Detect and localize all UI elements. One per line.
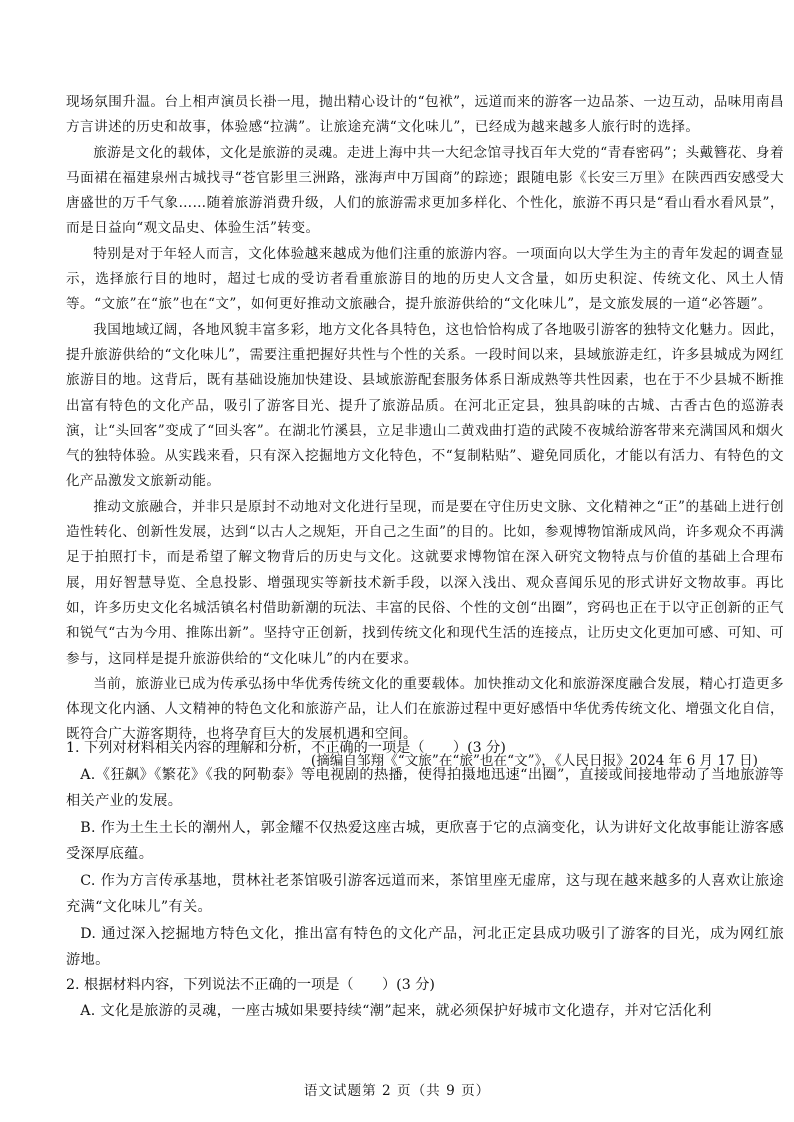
option-a: A.《狂飙》《繁花》《我的阿勒泰》等电视剧的热播，使得拍摄地迅速“出圈”，直接或间接地带动了当地旅游等相关产业的发展。 xyxy=(66,766,784,809)
option-b: B. 作为土生土长的潮州人，郭金耀不仅热爱这座古城，更欣喜于它的点滴变化，认为讲好文化故事能让游客感受深厚底蕴。 xyxy=(66,819,784,862)
passage-paragraph: 推动文旅融合，并非只是原封不动地对文化进行呈现，而是要在守住历史文脉、文化精神之“正”的基础上进行创造性转化、创新性发展，达到“以古人之规矩，开自己之生面”的目的。比如，参观博物馆渐成风尚，许多观众不再满足于拍照打卡，而是希望了解文物背后的历史与文化。这就要求博物馆在深入研究文物特点与价值的基础上合理布展，用好智慧导览、全息投影、增强现实等新技术新手段，以深入浅出、观众喜闻乐见的形式讲好文物故事。再比如，许多历史文化名城活镇名村借助新潮的玩法、丰富的民俗、个性的文创“出圈”，窍码也正在于以守正创新的正气和锐气“古为今用、推陈出新”。坚持守正创新，找到传统文化和现代生活的连接点，让历史文化更加可感、可知、可参与，这同样是提升旅游供给的“文化味儿”的内在要求。 xyxy=(66,498,784,667)
question-stem: 1. 下列对材料相关内容的理解和分析，不正确的一项是（ ）(3 分) xyxy=(66,740,506,756)
passage-paragraph: 旅游是文化的载体，文化是旅游的灵魂。走进上海中共一大纪念馆寻找百年大党的“青春密码”；头戴簪花、身着马面裙在福建泉州古城找寻“苍官影里三洲路，涨海声中万国商”的踪迹；跟随电影《长安三万里》在陕西西安感受大唐盛世的万千气象……随着旅游消费升级，人们的旅游需求更加多样化、个性化，旅游不再只是“看山看水看风景”，而是日益向“观文品史、体验生活”转变。 xyxy=(66,144,784,237)
option-c: C. 作为方言传承基地，贯林社老茶馆吸引游客远道而来，茶馆里座无虚席，这与现在越来越多的人喜欢让旅途充满“文化味儿”有关。 xyxy=(66,872,784,915)
option-d: D. 通过深入挖掘地方特色文化，推出富有特色的文化产品，河北正定县成功吸引了游客的目光，成为网红旅游地。 xyxy=(66,925,784,968)
question-1 xyxy=(66,736,784,973)
question-section xyxy=(66,736,784,1024)
passage-paragraph: 我国地域辽阔，各地风貌丰富多彩，地方文化各具特色，这也恰恰构成了各地吸引游客的独特文化魅力。因此，提升旅游供给的“文化味儿”，需要注重把握好共性与个性的关系。一段时间以来，县域旅游走红，许多县城成为网红旅游目的地。这背后，既有基础设施加快建设、县域旅游配套服务体系日渐成熟等共性因素，也在于不少县城不断推出富有特色的文化产品，吸引了游客目光、提升了旅游品质。在河北正定县，独具韵味的古城、古香古色的巡游表演，让“头回客”变成了“回头客”。在湖北竹溪县，立足非遗山二黄戏曲打造的武陵不夜城给游客带来充满国风和烟火气的独特体验。从实践来看，只有深入挖掘地方文化特色，不“复制粘贴”、避免同质化，才能以有活力、有特色的文化产品激发文旅新动能。 xyxy=(66,321,784,490)
passage-paragraph: 当前，旅游业已成为传承弘扬中华优秀传统文化的重要载体。加快推动文化和旅游深度融合发展，精心打造更多体现文化内涵、人文精神的特色文化和旅游产品，让人们在旅游过程中更好感悟中华优秀传统文化、增强文化自信，既符合广大游客期待，也将孕育巨大的发展机遇和空间。 xyxy=(66,675,784,743)
question-stem: 2. 根据材料内容，下列说法不正确的一项是（ ）(3 分) xyxy=(66,976,435,993)
passage-source: (摘编自邹翔《“文旅”在“旅”也在“文”》，《人民日报》2024 年 6 月 17 日) xyxy=(310,752,758,769)
question-2 xyxy=(66,973,784,1025)
passage-paragraph: 现场氛围升温。台上相声演员长褂一甩，抛出精心设计的“包袱”，远道而来的游客一边品茶、一边互动，品味用南昌方言讲述的历史和故事，体验感“拉满”。让旅途充满“文化味儿”，已经成为越来越多人旅行时的选择。 xyxy=(66,94,784,136)
reading-passage xyxy=(66,90,784,774)
page-footer: 语文试题第 2 页（共 9 页） xyxy=(303,1083,491,1099)
option-a: A. 文化是旅游的灵魂，一座古城如果要持续“潮”起来，就必须保护好城市文化遗存，并对它活化利 xyxy=(80,1003,712,1019)
passage-paragraph: 特别是对于年轻人而言，文化体验越来越成为他们注重的旅游内容。一项面向以大学生为主的青年发起的调查显示，选择旅行目的地时，超过七成的受访者看重旅游目的地的历史人文含量，如历史积淀、传统文化、风土人情等。“文旅”在“旅”也在“文”，如何更好推动文旅融合，提升旅游供给的“文化味儿”，是文旅发展的一道“必答题”。 xyxy=(66,245,784,313)
